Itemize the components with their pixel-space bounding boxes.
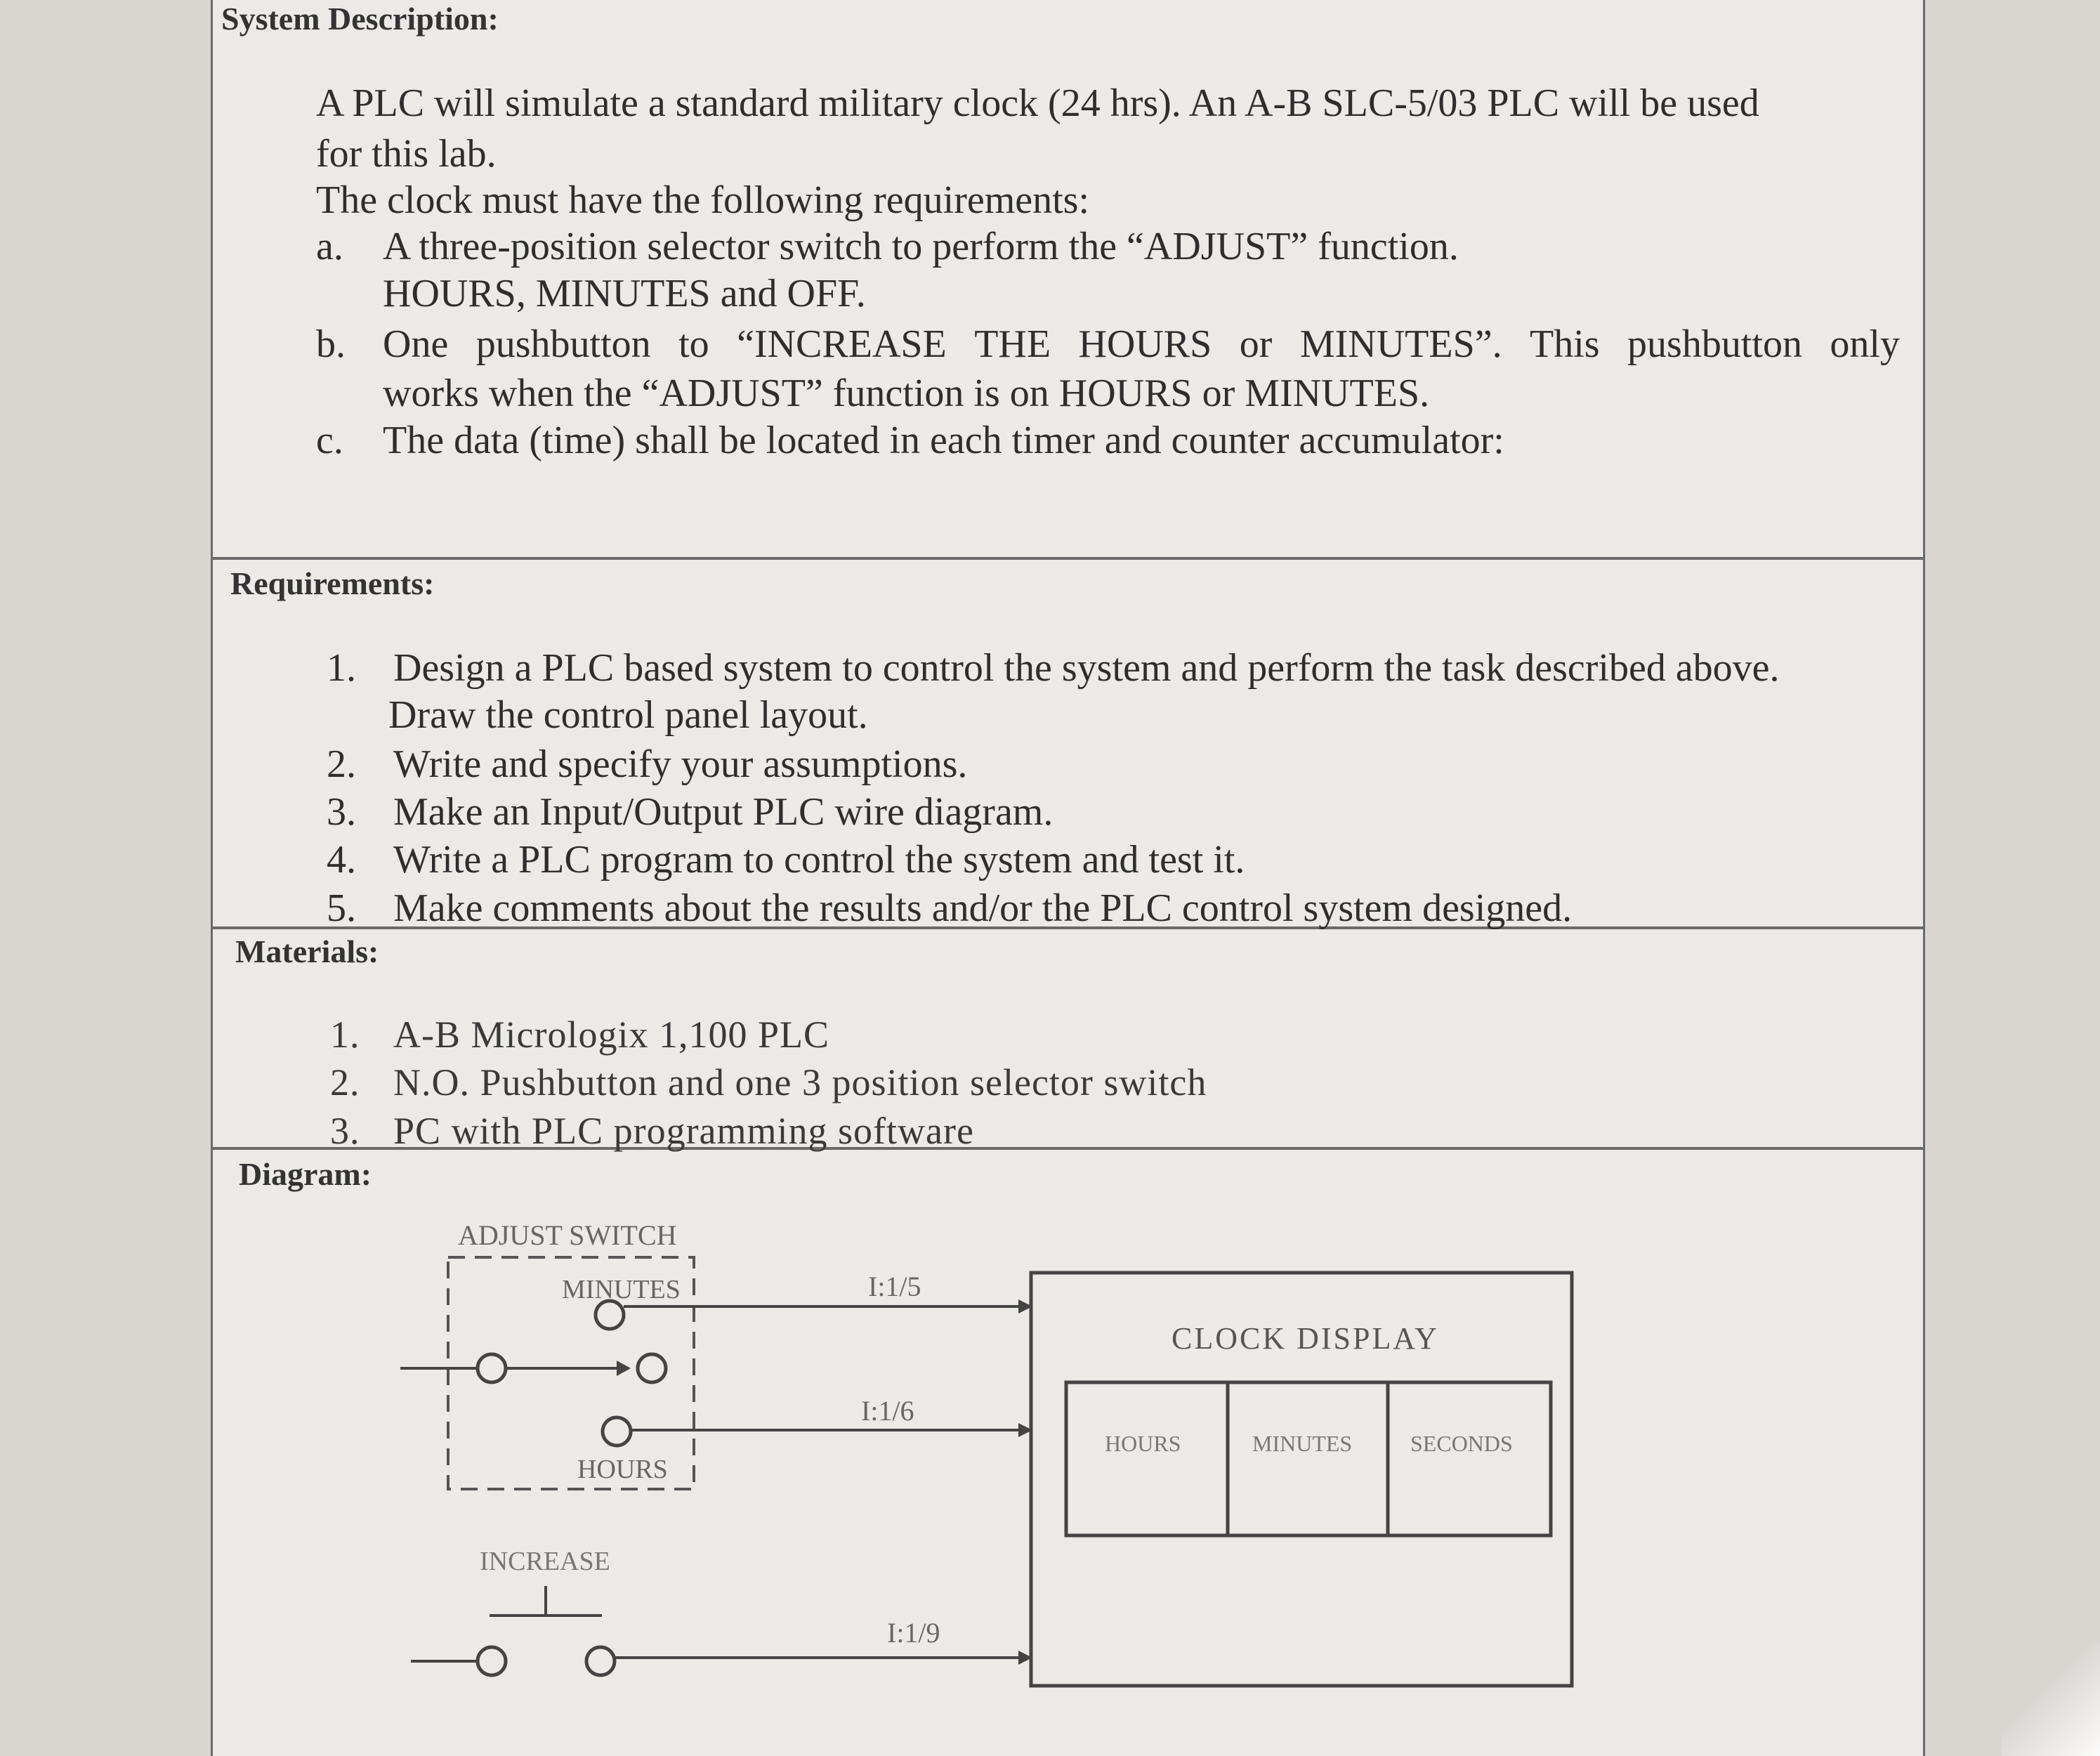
system-description-heading: System Description: — [221, 1, 499, 37]
selector-off-contact — [638, 1354, 666, 1382]
selector-arrow-icon — [617, 1361, 631, 1376]
selector-common-contact — [478, 1354, 506, 1382]
diagram-heading: Diagram: — [239, 1156, 372, 1192]
hours-input-address: I:1/6 — [861, 1395, 914, 1427]
word: pushbutton — [1627, 322, 1802, 366]
description-line-3: The clock must have the following requirements: — [316, 178, 1090, 222]
description-line-2: for this lab. — [316, 132, 497, 176]
item-marker: c. — [316, 419, 343, 462]
increase-input-address: I:1/9 — [887, 1617, 940, 1649]
display-cell-hours-label: HOURS — [1105, 1431, 1181, 1456]
requirements-item-2-text: Write and specify your assumptions. — [393, 742, 968, 786]
word: “INCREASE — [737, 322, 947, 366]
word: THE — [974, 322, 1051, 366]
materials-item-1-text: A-B Micrologix 1,100 PLC — [393, 1014, 830, 1056]
adjust-switch-label: ADJUST SWITCH — [458, 1219, 677, 1251]
item-marker: 1. — [327, 646, 356, 690]
item-marker: 2. — [330, 1061, 360, 1103]
word: only — [1830, 322, 1900, 366]
pushbutton-right-contact — [586, 1647, 615, 1675]
requirements-heading: Requirements: — [230, 565, 435, 601]
pushbutton-left-contact — [478, 1647, 506, 1675]
item-marker: a. — [316, 225, 343, 268]
item-marker: 4. — [327, 838, 356, 882]
display-cell-minutes-label: MINUTES — [1252, 1431, 1353, 1456]
display-cell-seconds-label: SECONDS — [1410, 1431, 1513, 1456]
word: or — [1239, 322, 1273, 366]
requirements-item-1-text: Design a PLC based system to control the system and perform the task described above. — [393, 646, 1780, 690]
item-marker: b. — [316, 322, 346, 366]
requirements-item-1-continuation: Draw the control panel layout. — [388, 693, 868, 737]
item-marker: 3. — [327, 790, 356, 834]
item-c-text: The data (time) shall be located in each timer and counter accumulator: — [383, 419, 1504, 462]
item-a-text: A three-position selector switch to perform the “ADJUST” function. — [383, 225, 1459, 268]
hours-position-label: HOURS — [577, 1455, 668, 1484]
selector-minutes-contact — [596, 1301, 624, 1329]
increase-pushbutton-label: INCREASE — [480, 1547, 610, 1576]
selector-hours-contact — [603, 1417, 631, 1446]
materials-item-3-text: PC with PLC programming software — [393, 1110, 974, 1152]
item-a-continuation: HOURS, MINUTES and OFF. — [383, 272, 866, 315]
word: This — [1530, 322, 1600, 366]
word: One — [383, 322, 449, 366]
item-marker: 3. — [330, 1110, 360, 1152]
clock-display-title: CLOCK DISPLAY — [1172, 1321, 1439, 1356]
requirements-item-4-text: Write a PLC program to control the system and test it. — [393, 838, 1245, 882]
materials-heading: Materials: — [235, 933, 379, 969]
requirements-item-5-text: Make comments about the results and/or the PLC control system designed. — [393, 886, 1573, 930]
word: pushbutton — [475, 322, 651, 366]
item-marker: 1. — [330, 1014, 360, 1056]
display-cell-minutes-box — [1228, 1382, 1388, 1535]
photo-glare — [2002, 1644, 2100, 1756]
minutes-input-address: I:1/5 — [868, 1271, 921, 1302]
item-marker: 5. — [327, 886, 356, 930]
description-line-1: A PLC will simulate a standard military clock (24 hrs). An A-B SLC-5/03 PLC will be used — [316, 81, 1759, 125]
materials-item-2-text: N.O. Pushbutton and one 3 position selector switch — [393, 1061, 1207, 1103]
word: HOURS — [1078, 322, 1212, 366]
item-marker: 2. — [327, 742, 356, 786]
word: to — [678, 322, 709, 366]
display-cell-seconds-box — [1388, 1382, 1551, 1535]
item-b-continuation: works when the “ADJUST” function is on HOURS or MINUTES. — [383, 372, 1430, 415]
display-cell-hours-box — [1066, 1382, 1228, 1535]
word: MINUTES”. — [1299, 322, 1502, 366]
requirements-item-3-text: Make an Input/Output PLC wire diagram. — [393, 790, 1054, 834]
minutes-position-label: MINUTES — [562, 1275, 681, 1304]
